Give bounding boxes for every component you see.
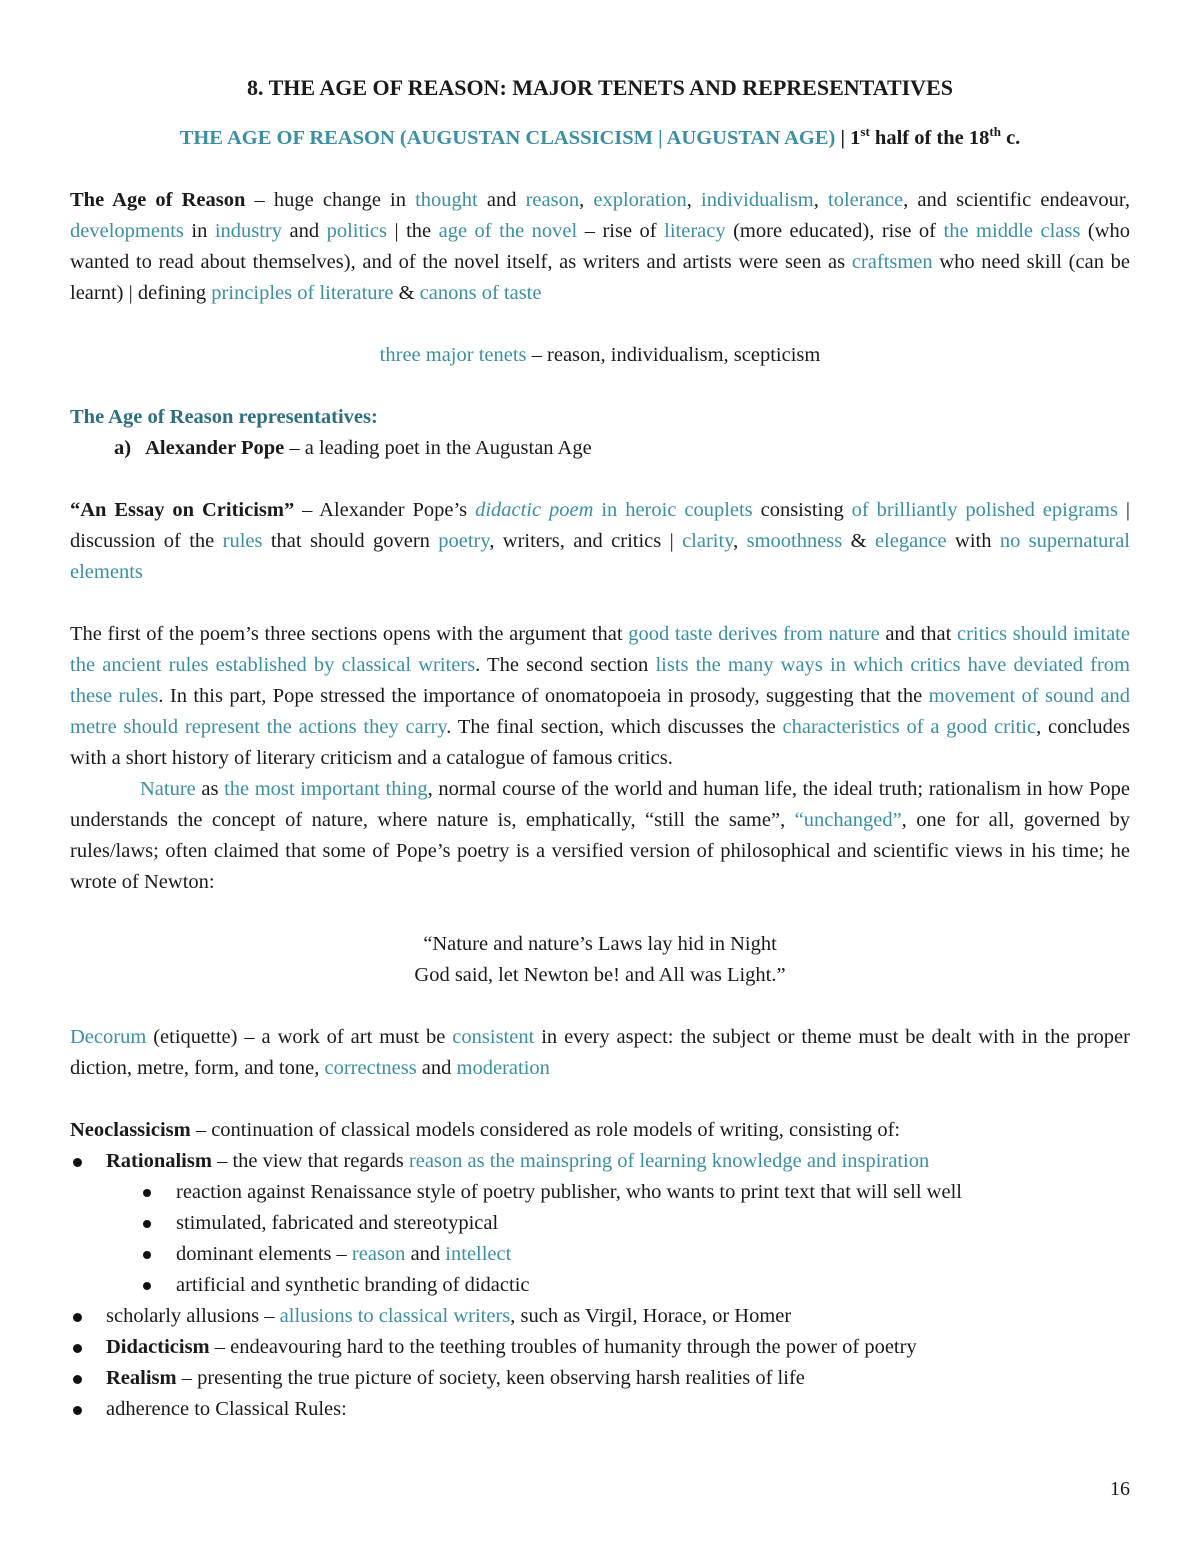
text: in every aspect: the subject or theme must be dealt with in the proper diction, metre, form, and tone, [70,1026,1130,1079]
text: with [946,530,1000,552]
spacer [70,898,1130,929]
highlight: exploration [593,189,687,211]
highlight: the middle class [943,220,1081,242]
text: . The final section, which discusses the [446,716,783,738]
text: in [183,220,215,242]
highlight: critics should imitate the ancient rules established by classical writers [70,623,1130,676]
term: Realism [106,1367,177,1389]
highlight: reason as the mainspring of learning knowledge and inspiration [408,1150,930,1172]
text: dominant elements – [176,1243,352,1265]
bullet-scholarly [70,1301,1130,1332]
highlight: craftsmen [851,251,933,273]
term: Didacticism [106,1336,210,1358]
highlight: consistent [452,1026,535,1048]
subtitle-sup-th: th [989,124,1001,140]
text: and [282,220,327,242]
representative-desc: – a leading poet in the Augustan Age [284,437,592,459]
highlight: reason [525,189,580,211]
text: – presenting the true picture of society, keen observing harsh realities of life [176,1367,805,1389]
essay-title: “An Essay on Criticism” [70,499,295,521]
subtitle-highlight: THE AGE OF REASON (AUGUSTAN CLASSICISM | AUGUSTAN AGE) [179,127,836,149]
text: , [813,189,828,211]
text: The first of the poem’s three sections opens with the argument that [70,623,629,645]
highlight: intellect [445,1243,512,1265]
text: | discussion of the [70,499,1130,552]
highlight: literacy [664,220,726,242]
spacer [70,309,1130,340]
subtitle-sup-st: st [860,124,870,140]
text: scholarly allusions – [106,1305,280,1327]
text: . The second section [475,654,656,676]
highlight: correctness [324,1057,417,1079]
highlight: good taste derives from nature [628,623,880,645]
representative-item-pope [70,433,1130,464]
text: consisting [752,499,852,521]
bullet-rationalism [70,1146,1130,1177]
text: (more educated), rise of [725,220,944,242]
text: – huge change in [245,189,416,211]
text: , normal course of the world and human life, the ideal truth; rationalism in how Pope understands the concept of nature, where nature is, emphatically, “still the same”, [70,778,1131,831]
text: that should govern [262,530,439,552]
section-subtitle [70,123,1130,154]
highlight: no supernatural elements [70,530,1131,583]
text: & [842,530,875,552]
quote-line-1: “Nature and nature’s Laws lay hid in Night [423,933,777,955]
text: and [416,1057,457,1079]
subtitle-mid: half of the 18 [869,127,990,149]
paragraph-nature [70,774,1130,898]
highlight: developments [70,220,184,242]
list-ordinal: a) [114,437,132,459]
highlight: didactic poem [475,499,594,521]
highlight: Decorum [70,1026,147,1048]
text: , [579,189,594,211]
highlight: Nature [140,778,196,800]
highlight: politics [326,220,387,242]
highlight: moderation [456,1057,550,1079]
sub-bullet-artificial: artificial and synthetic branding of didactic [70,1270,1130,1301]
highlight: smoothness [746,530,843,552]
bullet-realism [70,1363,1130,1394]
text: , [733,530,747,552]
highlight: individualism [701,189,814,211]
sub-bullet-reaction: reaction against Renaissance style of poetry publisher, who wants to print text that will sell well [70,1177,1130,1208]
highlight: reason [351,1243,406,1265]
text: | the [386,220,439,242]
spacer [70,588,1130,619]
highlight: “unchanged” [794,809,902,831]
spacer [70,1084,1130,1115]
sub-bullet-stimulated: stimulated, fabricated and stereotypical [70,1208,1130,1239]
tenets-highlight: three major tenets [379,344,527,366]
text: , [686,189,701,211]
highlight: in heroic couplets [601,499,753,521]
text: who need skill (can be learnt) | defining [70,251,1130,304]
text: , and scientific endeavour, [903,189,1131,211]
sub-bullet-dominant [70,1239,1130,1270]
text: – the view that regards [211,1150,409,1172]
subtitle-sep: | 1 [835,127,861,149]
page-title: 8. THE AGE OF REASON: MAJOR TENETS AND REPRESENTATIVES [247,75,953,100]
text: & [393,282,420,304]
highlight: allusions to classical writers [279,1305,511,1327]
highlight: characteristics of a good critic [782,716,1037,738]
term: Rationalism [106,1150,212,1172]
highlight: rules [222,530,263,552]
page-number: 16 [1110,1478,1130,1500]
paragraph-age-of-reason [70,185,1130,309]
text: (who wanted to read about themselves), and of the novel itself, as writers and artists were seen as [70,220,1130,273]
tenets-text: – reason, individualism, scepticism [526,344,821,366]
text: , concludes with a short history of literary criticism and a catalogue of famous critics. [70,716,1130,769]
highlight: lists the many ways in which critics have deviated from these rules [70,654,1130,707]
spacer [70,991,1130,1022]
text: – continuation of classical models considered as role models of writing, consisting of: [190,1119,901,1141]
text: – rise of [577,220,665,242]
text: and [405,1243,446,1265]
bullet-adherence: adherence to Classical Rules: [70,1394,1130,1425]
highlight: the most important thing [224,778,428,800]
page-content [70,72,1130,1425]
paragraph-essay-on-criticism [70,495,1130,588]
subtitle-end: c. [1000,127,1021,149]
spacer [70,371,1130,402]
highlight: poetry [438,530,490,552]
text: – endeavouring hard to the teething troubles of humanity through the power of poetry [209,1336,917,1358]
highlight: age of the novel [438,220,578,242]
text: , one for all, governed by rules/laws; often claimed that some of Pope’s poetry is a versified version of philosophical and scientific views in his time; he wrote of Newton: [70,809,1130,893]
spacer [70,154,1130,185]
tenets-line [70,340,1130,371]
highlight: movement of sound and metre should represent the actions they carry [70,685,1130,738]
text: (etiquette) – a work of art must be [146,1026,453,1048]
text: , such as Virgil, Horace, or Homer [510,1305,792,1327]
bullet-didacticism [70,1332,1130,1363]
representatives-heading: The Age of Reason representatives: [70,406,378,428]
highlight: tolerance [828,189,904,211]
text: and [477,189,526,211]
quote-line-2: God said, let Newton be! and All was Light.” [414,964,786,986]
highlight: elegance [874,530,947,552]
text: as [195,778,225,800]
text: . In this part, Pope stressed the importance of onomatopoeia in prosody, suggesting that the [158,685,929,707]
spacer [70,464,1130,495]
paragraph-sections [70,619,1130,774]
term-neoclassicism: Neoclassicism [70,1119,191,1141]
highlight: clarity [682,530,734,552]
term-age-of-reason: The Age of Reason [70,189,246,211]
highlight: canons of taste [419,282,542,304]
text: and that [879,623,957,645]
paragraph-decorum [70,1022,1130,1084]
paragraph-neoclassicism [70,1115,1130,1146]
highlight: thought [415,189,478,211]
highlight: industry [214,220,283,242]
text: , writers, and critics | [489,530,683,552]
representative-name: Alexander Pope [145,437,285,459]
highlight: of brilliantly polished epigrams [851,499,1118,521]
text: – Alexander Pope’s [294,499,476,521]
highlight: principles of literature [211,282,394,304]
